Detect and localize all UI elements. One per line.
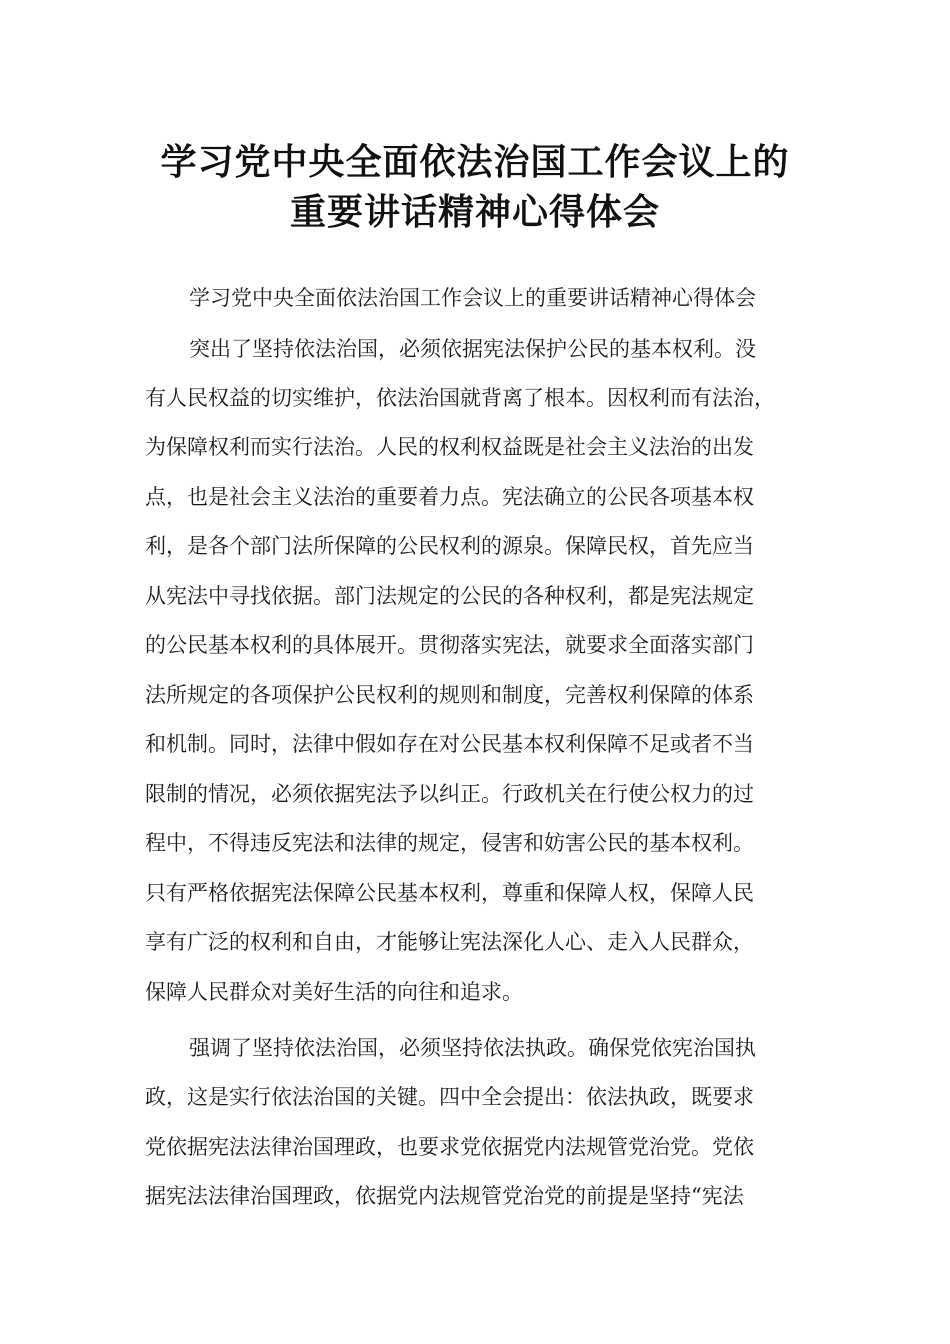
body-line: 学习党中央全面依法治国工作会议上的重要讲话精神心得体会 bbox=[189, 286, 756, 310]
body-line: 的公民基本权利的具体展开。贯彻落实宪法，就要求全面落实部门 bbox=[145, 633, 754, 657]
body-line: 突出了坚持依法治国，必须依据宪法保护公民的基本权利。没 bbox=[189, 337, 756, 361]
body-line: 从宪法中寻找依据。部门法规定的公民的各种权利，都是宪法规定 bbox=[145, 584, 754, 608]
body-line: 为保障权利而实行法治。人民的权利权益既是社会主义法治的出发 bbox=[145, 435, 754, 459]
document-title-line-2: 重要讲话精神心得体会 bbox=[289, 192, 660, 233]
body-line: 法所规定的各项保护公民权利的规则和制度，完善权利保障的体系 bbox=[145, 683, 754, 707]
body-line: 和机制。同时，法律中假如存在对公民基本权利保障不足或者不当 bbox=[145, 732, 754, 756]
body-line: 有人民权益的切实维护，依法治国就背离了根本。因权利而有法治， bbox=[145, 386, 775, 410]
body-line: 政，这是实行依法治国的关键。四中全会提出：依法执政，既要求 bbox=[145, 1085, 754, 1109]
body-line: 点，也是社会主义法治的重要着力点。宪法确立的公民各项基本权 bbox=[145, 485, 754, 509]
body-line: 只有严格依据宪法保障公民基本权利，尊重和保障人权，保障人民 bbox=[145, 881, 754, 905]
body-line: 利，是各个部门法所保障的公民权利的源泉。保障民权，首先应当 bbox=[145, 534, 754, 558]
body-line: 强调了坚持依法治国，必须坚持依法执政。确保党依宪治国执 bbox=[189, 1036, 756, 1060]
body-line: 限制的情况，必须依据宪法予以纠正。行政机关在行使公权力的过 bbox=[145, 782, 754, 806]
body-line: 享有广泛的权利和自由，才能够让宪法深化人心、走入人民群众， bbox=[145, 930, 754, 954]
body-line: 党依据宪法法律治国理政，也要求党依据党内法规管党治党。党依 bbox=[145, 1135, 754, 1159]
body-line: 据宪法法律治国理政，依据党内法规管党治党的前提是坚持“宪法 bbox=[145, 1184, 744, 1208]
body-line: 保障人民群众对美好生活的向往和追求。 bbox=[145, 980, 523, 1004]
body-line: 程中，不得违反宪法和法律的规定，侵害和妨害公民的基本权利。 bbox=[145, 831, 754, 855]
document-title-line-1: 学习党中央全面依法治国工作会议上的 bbox=[160, 142, 790, 183]
